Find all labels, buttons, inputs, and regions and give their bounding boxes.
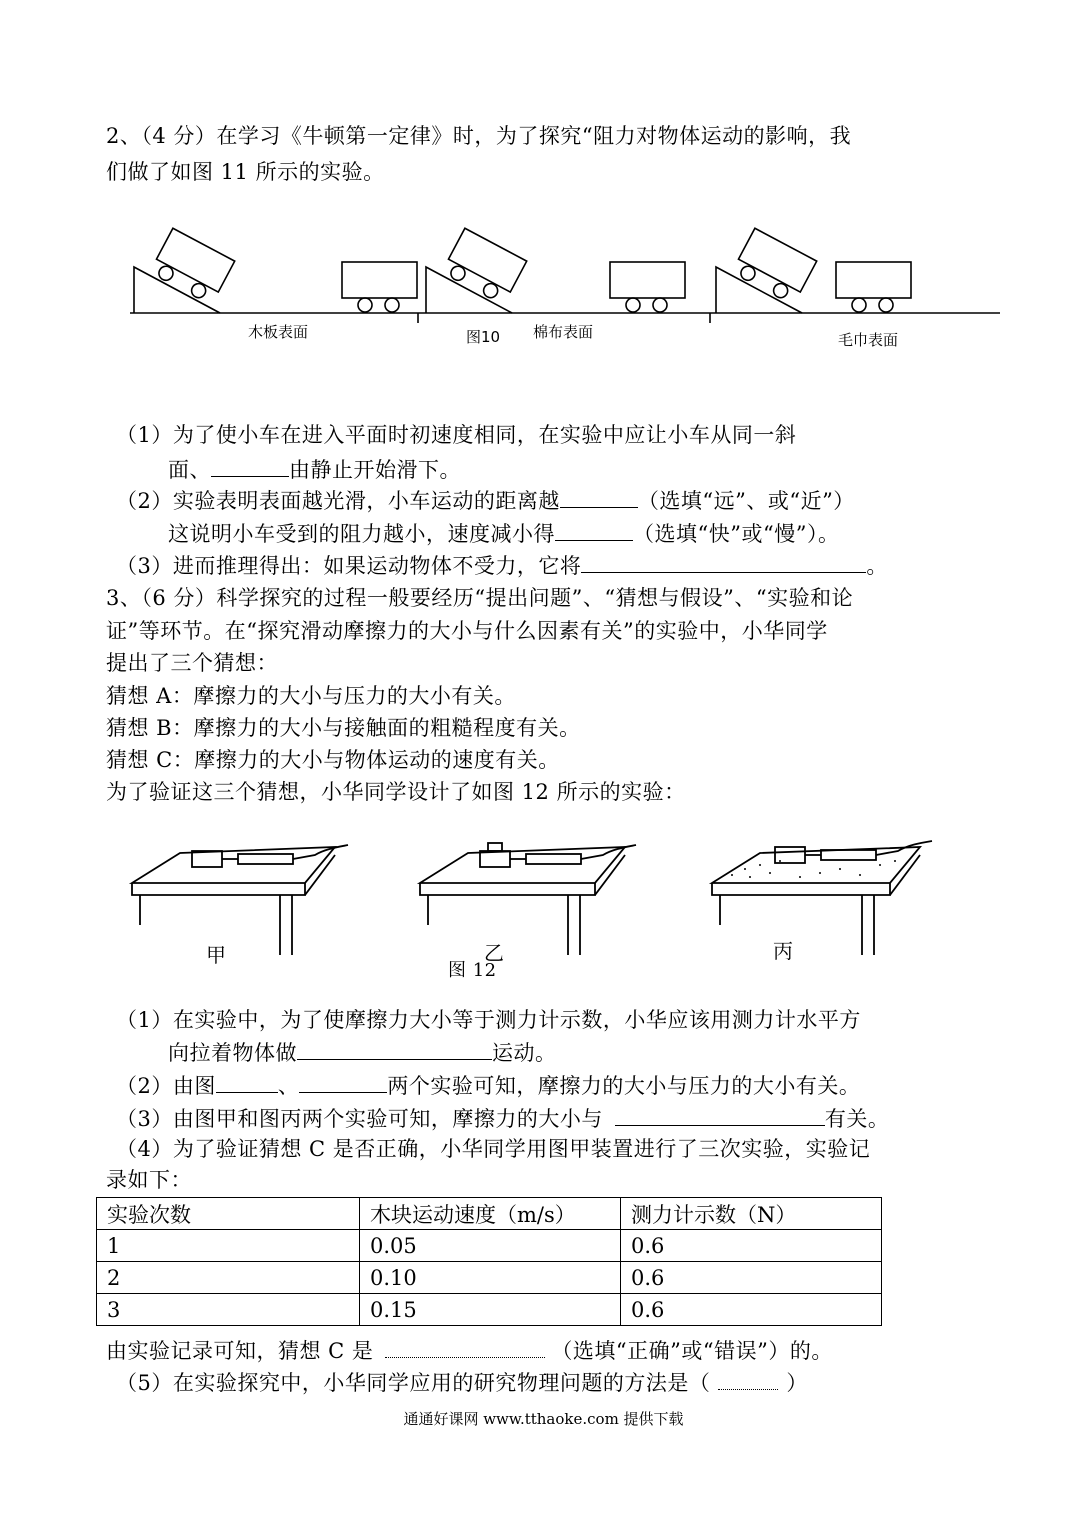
- q3-design: 为了验证这三个猜想，小华同学设计了如图 12 所示的实验：: [106, 780, 686, 804]
- q3-sub3: （3）由图甲和图丙两个实验可知，摩擦力的大小与 有关。: [116, 1103, 889, 1134]
- q3-guess-c: 猜想 C：摩擦力的大小与物体运动的速度有关。: [106, 748, 560, 772]
- table-cell: 1: [97, 1230, 360, 1262]
- table-cell: 0.05: [360, 1230, 621, 1262]
- answer-blank[interactable]: [299, 1070, 387, 1093]
- table-row: [97, 1294, 882, 1326]
- q3-intro-line1: 3、（6 分）科学探究的过程一般要经历“提出问题”、“猜想与假设”、“实验和论: [106, 586, 854, 610]
- q2-title-line2: 们做了如图 11 所示的实验。: [106, 160, 385, 184]
- q2-part3: （3）进而推理得出：如果运动物体不受力，它将 。: [116, 550, 888, 581]
- answer-blank[interactable]: [615, 1103, 825, 1126]
- caption-figure-10: 图10: [466, 328, 501, 346]
- q3-sub4-line2: 录如下：: [106, 1168, 192, 1192]
- q3-sub5: （5）在实验探究中，小华同学应用的研究物理问题的方法是（ ）: [116, 1367, 808, 1398]
- table-row: [97, 1262, 882, 1294]
- experiment-record-table: [96, 1197, 882, 1326]
- answer-blank[interactable]: [560, 485, 638, 508]
- caption-yi: 乙: [484, 941, 505, 965]
- caption-bing: 丙: [773, 939, 794, 963]
- table-header-cell: 测力计示数（N）: [621, 1198, 882, 1230]
- figure-12-friction-setups: [120, 825, 960, 965]
- q2-part2-line1: （2）实验表明表面越光滑，小车运动的距离越 （选填“远”、或“近”）: [116, 485, 855, 516]
- table-cell: 0.15: [360, 1294, 621, 1326]
- answer-blank[interactable]: [718, 1367, 778, 1390]
- footer-source: 通通好课网 www.tthaoke.com 提供下载: [403, 1410, 684, 1428]
- table-cell: 2: [97, 1262, 360, 1294]
- table-cell: 3: [97, 1294, 360, 1326]
- answer-blank[interactable]: [297, 1037, 492, 1060]
- table-cell: 0.10: [360, 1262, 621, 1294]
- table-header-cell: 木块运动速度（m/s）: [360, 1198, 621, 1230]
- answer-blank[interactable]: [216, 1070, 278, 1093]
- q3-guess-a: 猜想 A：摩擦力的大小与压力的大小有关。: [106, 684, 516, 708]
- caption-wood-surface: 木板表面: [248, 323, 309, 341]
- table-header-row: [97, 1198, 882, 1230]
- caption-figure-12: 图 12: [448, 960, 497, 981]
- table-cell: 0.6: [621, 1230, 882, 1262]
- answer-blank[interactable]: [555, 518, 633, 541]
- table-header-cell: 实验次数: [97, 1198, 360, 1230]
- table-cell: 0.6: [621, 1262, 882, 1294]
- q2-title-line1: 2、（4 分）在学习《牛顿第一定律》时，为了探究“阻力对物体运动的影响，我: [106, 124, 852, 148]
- q2-part2-line2: 这说明小车受到的阻力越小，速度减小得 （选填“快”或“慢”）。: [168, 518, 839, 549]
- figure-11-inclines: [120, 215, 1010, 335]
- q2-part1-line2: 面、 由静止开始滑下。: [168, 454, 461, 485]
- caption-jia: 甲: [206, 943, 227, 967]
- caption-cotton-surface: 棉布表面: [533, 323, 594, 341]
- q3-sub4-line1: （4）为了验证猜想 C 是否正确，小华同学用图甲装置进行了三次实验，实验记: [116, 1137, 871, 1161]
- answer-blank[interactable]: [581, 550, 866, 573]
- q3-intro-line2: 证”等环节。在“探究滑动摩擦力的大小与什么因素有关”的实验中，小华同学: [106, 619, 828, 643]
- answer-blank[interactable]: [211, 454, 289, 477]
- q3-sub1-line1: （1）在实验中，为了使摩擦力大小等于测力计示数，小华应该用测力计水平方: [116, 1008, 861, 1032]
- q3-guess-b: 猜想 B：摩擦力的大小与接触面的粗糙程度有关。: [106, 716, 581, 740]
- table-cell: 0.6: [621, 1294, 882, 1326]
- q3-intro-line3: 提出了三个猜想：: [106, 651, 278, 675]
- q3-sub1-line2: 向拉着物体做 运动。: [168, 1037, 557, 1068]
- q2-part1-line1: （1）为了使小车在进入平面时初速度相同，在实验中应让小车从同一斜: [116, 423, 797, 447]
- q3-sub2: （2）由图 、 两个实验可知，摩擦力的大小与压力的大小有关。: [116, 1070, 860, 1101]
- q3-conclusion: 由实验记录可知，猜想 C 是 （选填“正确”或“错误”）的。: [106, 1335, 833, 1366]
- answer-blank[interactable]: [385, 1335, 545, 1358]
- caption-towel-surface: 毛巾表面: [838, 331, 899, 349]
- table-row: [97, 1230, 882, 1262]
